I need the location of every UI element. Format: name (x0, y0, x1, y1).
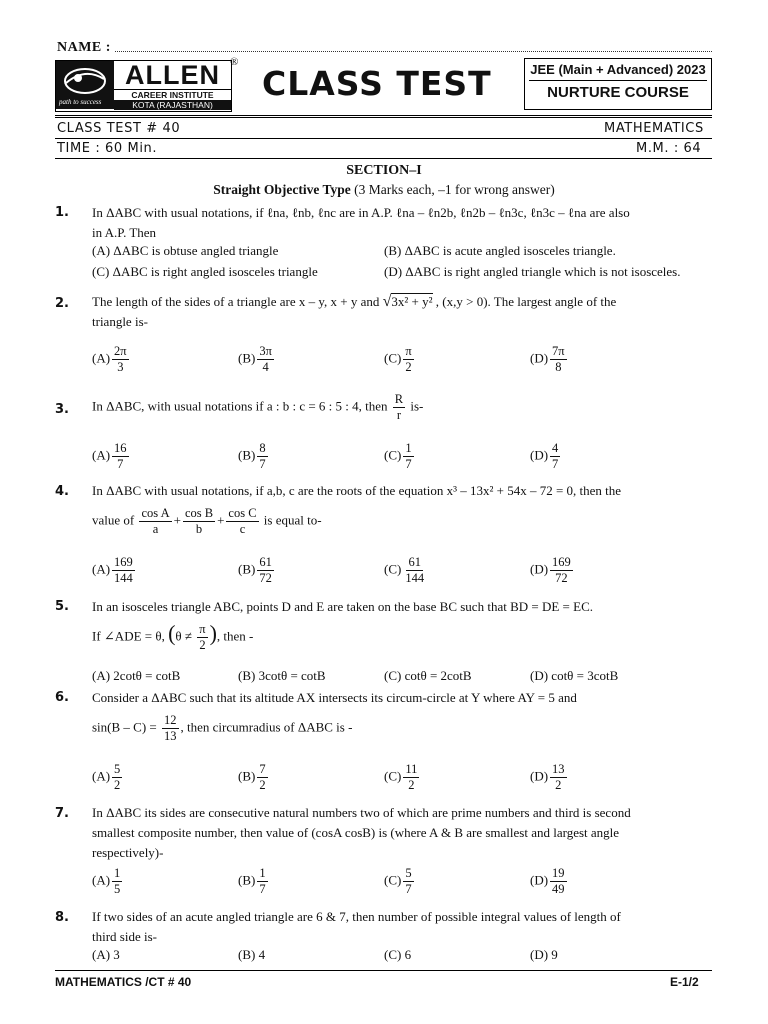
question-line: In an isosceles triangle ABC, points D and E are taken on the base BC such that BD = DE = EC. (92, 599, 593, 614)
denominator: 2 (114, 778, 121, 792)
option-b[interactable] (238, 866, 270, 897)
option-label: (D) (530, 768, 549, 784)
option-b[interactable]: (B) 3cotθ = cotB (238, 668, 326, 683)
question-line: in A.P. Then (92, 225, 157, 240)
numerator: 169 (552, 555, 571, 569)
option-label: (C) (384, 350, 402, 366)
denominator: a (152, 522, 159, 536)
denominator: 7 (405, 882, 412, 896)
denominator: 144 (114, 571, 133, 585)
denominator: 3 (117, 360, 124, 374)
page-title: CLASS TEST (262, 64, 492, 103)
option-label: (C) (384, 561, 402, 577)
question-line: In ΔABC with usual notations, if a,b, c are the roots of the equation x³ – 13x² + 54x – 72 = 0, then the (92, 483, 622, 498)
question-line: If two sides of an acute angled triangle are 6 & 7, then number of possible integral values of length of (92, 909, 621, 924)
numerator: 169 (114, 555, 133, 569)
question-line: smallest composite number, then value of (cosA cosB) is (where A & B are smallest and largest angle (92, 825, 620, 840)
numerator: 5 (114, 762, 121, 776)
denominator: 5 (114, 882, 121, 896)
option-d[interactable] (530, 555, 575, 586)
condition-paren: ) (209, 620, 217, 646)
option-a[interactable] (92, 762, 124, 793)
question-number: 8. (55, 910, 69, 925)
time: TIME : 60 Min. (57, 141, 158, 156)
plus-sign: + (173, 512, 181, 528)
question-line (92, 622, 712, 653)
denominator: r (396, 408, 402, 422)
question-text (92, 907, 712, 947)
denominator: 7 (405, 457, 412, 471)
numerator: 7 (259, 762, 266, 776)
option-b[interactable] (238, 762, 270, 793)
option-b[interactable] (238, 344, 276, 375)
question-fragment: In ΔABC, with usual notations if a : b : c = 6 : 5 : 4, then (92, 398, 391, 414)
sqrt-radicand: 3x² + y² (391, 294, 433, 309)
question-line (92, 506, 712, 537)
course-name: NURTURE COURSE (547, 84, 689, 101)
numerator: 61 (408, 555, 421, 569)
option-b[interactable]: (B) 4 (238, 947, 266, 962)
question-fragment: sin(B – C) = (92, 719, 161, 735)
question-text (92, 392, 712, 423)
question-fragment: value of (92, 512, 138, 528)
logo-tagline: path to success (59, 98, 102, 106)
name-label: NAME : (57, 40, 111, 55)
option-d[interactable] (530, 441, 562, 472)
divider (55, 117, 712, 118)
numerator: 4 (552, 441, 559, 455)
option-b[interactable] (238, 441, 270, 472)
question-line: In ΔABC with usual notations, if ℓna, ℓnb, ℓnc are in A.P. ℓna – ℓn2b, ℓn2b – ℓn3c, ℓn3c – ℓna are also (92, 205, 630, 220)
question-line (92, 713, 712, 744)
option-d[interactable]: (D) 9 (530, 947, 558, 962)
divider (55, 138, 712, 139)
denominator: 7 (259, 882, 266, 896)
denominator: 8 (555, 360, 562, 374)
numerator: cos B (184, 506, 214, 520)
numerator: 1 (405, 441, 412, 455)
question-number: 7. (55, 806, 69, 821)
logo-brand: ALLEN (125, 60, 220, 90)
question-number: 6. (55, 690, 69, 705)
option-c[interactable] (384, 762, 421, 793)
divider (55, 158, 712, 159)
logo-location: KOTA (RAJASTHAN) (114, 100, 231, 110)
denominator: 72 (555, 571, 568, 585)
course-exam: JEE (Main + Advanced) 2023 (529, 62, 707, 81)
question-text (92, 292, 712, 332)
option-a[interactable] (92, 344, 131, 375)
denominator: b (195, 522, 203, 536)
option-d[interactable]: (D) cotθ = 3cotB (530, 668, 619, 683)
question-fragment: is equal to- (260, 512, 322, 528)
denominator: c (239, 522, 246, 536)
denominator: 13 (164, 729, 177, 743)
option-c[interactable]: (C) cotθ = 2cotB (384, 668, 472, 683)
numerator: 12 (164, 713, 177, 727)
numerator: cos C (228, 506, 257, 520)
option-c[interactable] (384, 866, 416, 897)
option-b[interactable] (238, 555, 276, 586)
question-line: respectively)- (92, 845, 164, 860)
footer-divider (55, 970, 712, 971)
option-d[interactable] (530, 344, 569, 375)
option-a[interactable]: (A) 2cotθ = cotB (92, 668, 181, 683)
option-a[interactable]: (A) 3 (92, 947, 120, 962)
course-box (524, 58, 712, 110)
option-label: (B) (238, 768, 256, 784)
denominator: 2 (199, 638, 206, 652)
option-label: (C) (384, 872, 402, 888)
option-label: (A) (92, 447, 111, 463)
sqrt-expression (383, 292, 433, 312)
logo-subtitle: CAREER INSTITUTE (114, 89, 231, 100)
option-a[interactable] (92, 555, 137, 586)
question-fragment: is- (407, 398, 424, 414)
globe-emblem-icon (56, 61, 114, 101)
condition-paren: ( (168, 620, 176, 646)
option-label: (C) (384, 768, 402, 784)
numerator: 1 (259, 866, 266, 880)
question-number: 5. (55, 599, 69, 614)
numerator: 11 (405, 762, 418, 776)
option-label: (C) (384, 447, 402, 463)
option-label: (D) (530, 872, 549, 888)
logo-emblem-icon (56, 61, 114, 109)
numerator: 5 (405, 866, 412, 880)
option-label: (D) (530, 561, 549, 577)
numerator: π (405, 344, 412, 358)
option-label: (B) (238, 350, 256, 366)
divider (55, 115, 712, 116)
option-a[interactable] (92, 866, 124, 897)
denominator: 4 (262, 360, 269, 374)
section-instructions (0, 182, 768, 198)
denominator: 2 (259, 778, 266, 792)
denominator: 7 (552, 457, 559, 471)
numerator: R (394, 392, 404, 406)
section-type: Straight Objective Type (213, 182, 351, 197)
name-row (57, 38, 712, 58)
allen-logo (55, 60, 232, 112)
question-text (92, 203, 712, 243)
option-c[interactable] (384, 344, 416, 375)
option-a[interactable] (92, 441, 131, 472)
section-marking: (3 Marks each, –1 for wrong answer) (350, 182, 555, 197)
question-number: 3. (55, 402, 69, 417)
max-marks: M.M. : 64 (636, 141, 702, 156)
question-fragment: The length of the sides of a triangle are x – y, x + y and (92, 294, 383, 309)
numerator: 19 (552, 866, 565, 880)
denominator: 7 (117, 457, 124, 471)
question-fragment: , (x,y > 0). The largest angle of the (432, 294, 617, 309)
option-c[interactable] (384, 441, 416, 472)
numerator: 3π (259, 344, 272, 358)
numerator: 16 (114, 441, 127, 455)
footer-subject: MATHEMATICS /CT # 40 (55, 975, 192, 989)
option-b[interactable]: (B) ΔABC is acute angled isosceles triangle. (384, 243, 616, 258)
registered-mark: ® (230, 56, 239, 68)
option-label: (B) (238, 561, 256, 577)
option-label: (D) (530, 350, 549, 366)
option-label: (A) (92, 872, 111, 888)
name-blank-line (115, 51, 712, 52)
denominator: 2 (405, 360, 412, 374)
question-line: In ΔABC its sides are consecutive natural numbers two of which are prime numbers and third is second (92, 805, 631, 820)
option-label: (A) (92, 561, 111, 577)
plus-sign: + (217, 512, 225, 528)
option-c[interactable] (384, 555, 428, 586)
option-c[interactable]: (C) 6 (384, 947, 412, 962)
denominator: 49 (552, 882, 565, 896)
question-line: third side is- (92, 929, 157, 944)
numerator: 1 (114, 866, 121, 880)
question-number: 4. (55, 484, 69, 499)
numerator: 7π (552, 344, 565, 358)
numerator: π (199, 622, 206, 636)
option-label: (B) (238, 447, 256, 463)
option-d[interactable] (530, 762, 569, 793)
question-line: triangle is- (92, 314, 148, 329)
question-fragment: , then - (216, 628, 254, 644)
question-number: 2. (55, 296, 69, 311)
numerator: 61 (259, 555, 272, 569)
option-label: (B) (238, 872, 256, 888)
option-label: (D) (530, 447, 549, 463)
denominator: 2 (555, 778, 562, 792)
question-fragment: If ∠ADE = θ, (92, 628, 169, 644)
denominator: 144 (405, 571, 425, 585)
numerator: cos A (141, 506, 170, 520)
option-a[interactable]: (A) ΔABC is obtuse angled triangle (92, 243, 279, 258)
question-line (92, 292, 712, 312)
question-fragment: , then circumradius of ΔABC is - (180, 719, 353, 735)
denominator: 72 (259, 571, 272, 585)
page-number: E-1/2 (670, 975, 699, 989)
subject: MATHEMATICS (604, 121, 704, 136)
question-line: Consider a ΔABC such that its altitude AX intersects its circum-circle at Y where AY = 5 and (92, 690, 577, 705)
option-label: (A) (92, 768, 111, 784)
numerator: 2π (114, 344, 127, 358)
option-label: (A) (92, 350, 111, 366)
numerator: 13 (552, 762, 565, 776)
question-text (92, 803, 712, 863)
section-title: SECTION–I (346, 163, 422, 178)
numerator: 8 (259, 441, 266, 455)
option-d[interactable] (530, 866, 569, 897)
sqrt-icon: √ (382, 293, 392, 310)
test-number: CLASS TEST # 40 (57, 121, 181, 136)
option-c[interactable]: (C) ΔABC is right angled isosceles triangle (92, 264, 318, 279)
denominator: 7 (259, 457, 266, 471)
question-number: 1. (55, 205, 69, 220)
condition-text: θ ≠ (175, 628, 196, 644)
option-d[interactable]: (D) ΔABC is right angled triangle which is not isosceles. (384, 264, 681, 279)
denominator: 2 (408, 778, 415, 792)
